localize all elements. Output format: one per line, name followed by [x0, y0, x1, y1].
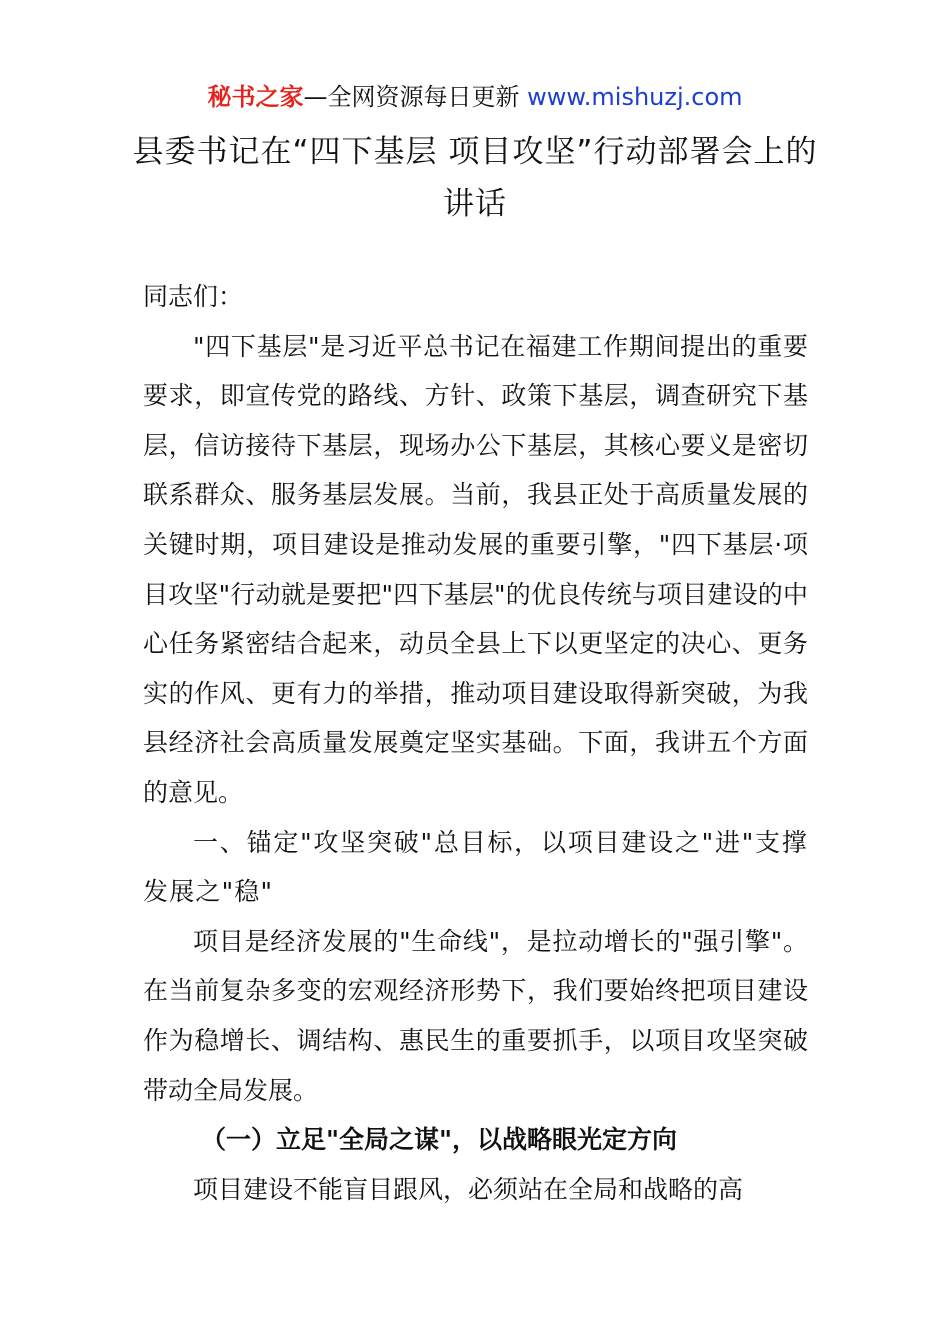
site-tagline: —全网资源每日更新 [303, 83, 520, 111]
document-title: 县委书记在“四下基层 项目攻坚”行动部署会上的讲话 [132, 134, 818, 222]
subsection-paragraph: 项目建设不能盲目跟风，必须站在全局和战略的高 [193, 1174, 744, 1204]
section-one-paragraph: 项目是经济发展的"生命线"，是拉动增长的"强引擎"。在当前复杂多变的宏观经济形势下，我们要始终把项目建设作为稳增长、调结构、惠民生的重要抓手，以项目攻坚突破带动全局发展。 [143, 926, 808, 1105]
section-one-heading: 一、锚定"攻坚突破"总目标，以项目建设之"进"支撑发展之"稳" [143, 827, 808, 907]
site-brand: 秘书之家 [207, 83, 304, 111]
site-header [0, 80, 950, 114]
subsection-heading: （一）立足"全局之谋"，以战略眼光定方向 [201, 1125, 678, 1155]
document-body [143, 272, 808, 1214]
intro-paragraph: "四下基层"是习近平总书记在福建工作期间提出的重要要求，即宣传党的路线、方针、政策下基层，调查研究下基层，信访接待下基层，现场办公下基层，其核心要义是密切联系群众、服务基层发展。当前，我县正处于高质量发展的关键时期，项目建设是推动发展的重要引擎，"四下基层·项目攻坚"行动就是要把"四下基层"的优良传统与项目建设的中心任务紧密结合起来，动员全县上下以更坚定的决心、更务实的作风、更有力的举措，推动项目建设取得新突破，为我县经济社会高质量发展奠定坚实基础。下面，我讲五个方面的意见。 [143, 331, 808, 807]
site-url-link[interactable]: www.mishuzj.com [527, 83, 743, 111]
salutation: 同志们： [143, 282, 244, 311]
